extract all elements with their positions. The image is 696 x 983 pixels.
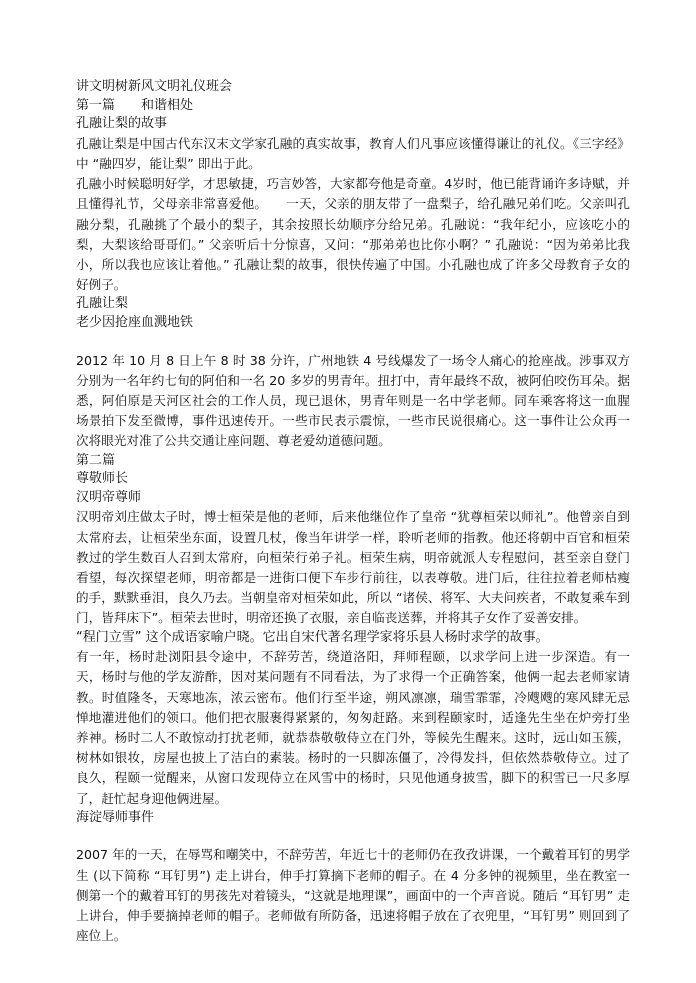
part2-story3-title: 海淀辱师事件 <box>76 809 155 825</box>
part1-story2-title: 老少因抢座血溅地铁 <box>76 315 194 330</box>
blank-line <box>76 827 630 845</box>
part2-story2-title: “程门立雪” 这个成语家喻户晓。它出自宋代著名理学家将乐县人杨时求学的故事。 <box>76 629 549 645</box>
part2-subheading: 尊敬师长 <box>76 471 129 487</box>
part2-heading: 第二篇 <box>76 452 116 468</box>
part1-story1-paragraph: 孔融小时候聪明好学，才思敏捷，巧言妙答，大家都夸他是奇童。4岁时，他已能背诵许多诗赋，并且懂得礼节，父母亲非常喜爱他。 一天，父亲的朋友带了一盘梨子，给孔融兄弟们吃。父亲叫孔融分梨，孔融挑了个最小的梨子，其余按照长幼顺序分给兄弟。孔融说：“我年纪小，应该吃小的梨，大梨该给哥哥们。” 父亲听后十分惊喜，又问：“那弟弟也比你小啊？” 孔融说：“因为弟弟比我小，所以我也应该让着他。” 孔融让梨的故事，很快传遍了中国。小孔融也成了许多父母教育子女的好例子。 <box>76 176 630 293</box>
part1-story1-paragraph: 孔融让梨是中国古代东汉末文学家孔融的真实故事，教育人们凡事应该懂得谦让的礼仪。《三字经》中 “融四岁，能让梨” 即出于此。 <box>76 135 630 171</box>
part2-story1-title: 汉明帝尊师 <box>76 489 142 505</box>
part2-story2-paragraph: 有一年，杨时赴浏阳县令途中，不辞劳苦，绕道洛阳，拜师程颐，以求学问上进一步深造。有一天，杨时与他的学友游酢，因对某问题有不同看法，为了求得一个正确答案，他俩一起去老师家请教。时值隆冬，天寒地冻，浓云密布。他们行至半途，朔风凛凛，瑞雪霏霏，冷飕飕的寒风肆无忌惮地灌进他们的领口。他们把衣服裹得紧紧的，匆匆赶路。来到程颐家时，适逢先生坐在炉旁打坐养神。杨时二人不敢惊动打扰老师，就恭恭敬敬侍立在门外，等候先生醒来。这时，远山如玉簇，树林如银妆，房屋也披上了洁白的素装。杨时的一只脚冻僵了，冷得发抖，但依然恭敬侍立。过了良久，程颐一觉醒来，从窗口发现侍立在风雪中的杨时，只见他通身披雪，脚下的积雪已一尺多厚了，赶忙起身迎他俩进屋。 <box>76 649 630 806</box>
part1-heading: 第一篇 和谐相处 <box>76 97 194 113</box>
part2-story1-paragraph: 汉明帝刘庄做太子时，博士桓荣是他的老师，后来他继位作了皇帝 “犹尊桓荣以师礼”。他曾亲自到太常府去，让桓荣坐东面，设置几杖，像当年讲学一样，聆听老师的指教。他还将朝中百官和桓荣教过的学生数百人召到太常府，向桓荣行弟子礼。桓荣生病，明帝就派人专程慰问，甚至亲自登门看望，每次探望老师，明帝都是一进街口便下车步行前往，以表尊敬。进门后，往往拉着老师枯瘦的手，默默垂泪，良久乃去。当朝皇帝对桓荣如此，所以 “诸侯、将军、大夫问疾者，不敢复乘车到门，皆拜床下”。桓荣去世时，明帝还换了衣服，亲自临丧送葬，并将其子女作了妥善安排。 <box>76 509 630 626</box>
part1-story2-paragraph: 2012 年 10 月 8 日上午 8 时 38 分许，广州地铁 4 号线爆发了一场令人痛心的抢座战。涉事双方分别为一名年约七旬的阿伯和一名 20 多岁的男青年。扭打中，青年最终不敌，被阿伯咬伤耳朵。据悉，阿伯原是天河区社会的工作人员，现已退休，男青年则是一名中学老师。同车乘客将这一血腥场景拍下发至微博，事件迅速传开。一些市民表示震惊，一些市民说很痛心。这一事件让公众再一次将眼光对准了公共交通让座问题、尊老爱幼道德问题。 <box>76 352 630 449</box>
blank-line <box>76 333 630 351</box>
part1-story1-footer: 孔融让梨 <box>76 296 129 312</box>
part2-story3-paragraph: 2007 年的一天，在辱骂和嘲笑中，不辞劳苦，年近七十的老师仍在孜孜讲课，一个戴着耳钉的男学生 (以下简称 “耳钉男”) 走上讲台，伸手打算摘下老师的帽子。在 4 分多钟的视频里，坐在教室一侧第一个的戴着耳钉的男孩先对着镜头，“这就是地理课”，画面中的一个声音说。随后 “耳钉男” 走上讲台，伸手要摘掉老师的帽子。老师做有所防备，迅速将帽子放在了衣兜里，“耳钉男” 则回到了座位上。 <box>76 847 630 944</box>
part1-story1-title: 孔融让梨的故事 <box>76 116 168 132</box>
document-title: 讲文明树新风文明礼仪班会 <box>76 79 233 94</box>
